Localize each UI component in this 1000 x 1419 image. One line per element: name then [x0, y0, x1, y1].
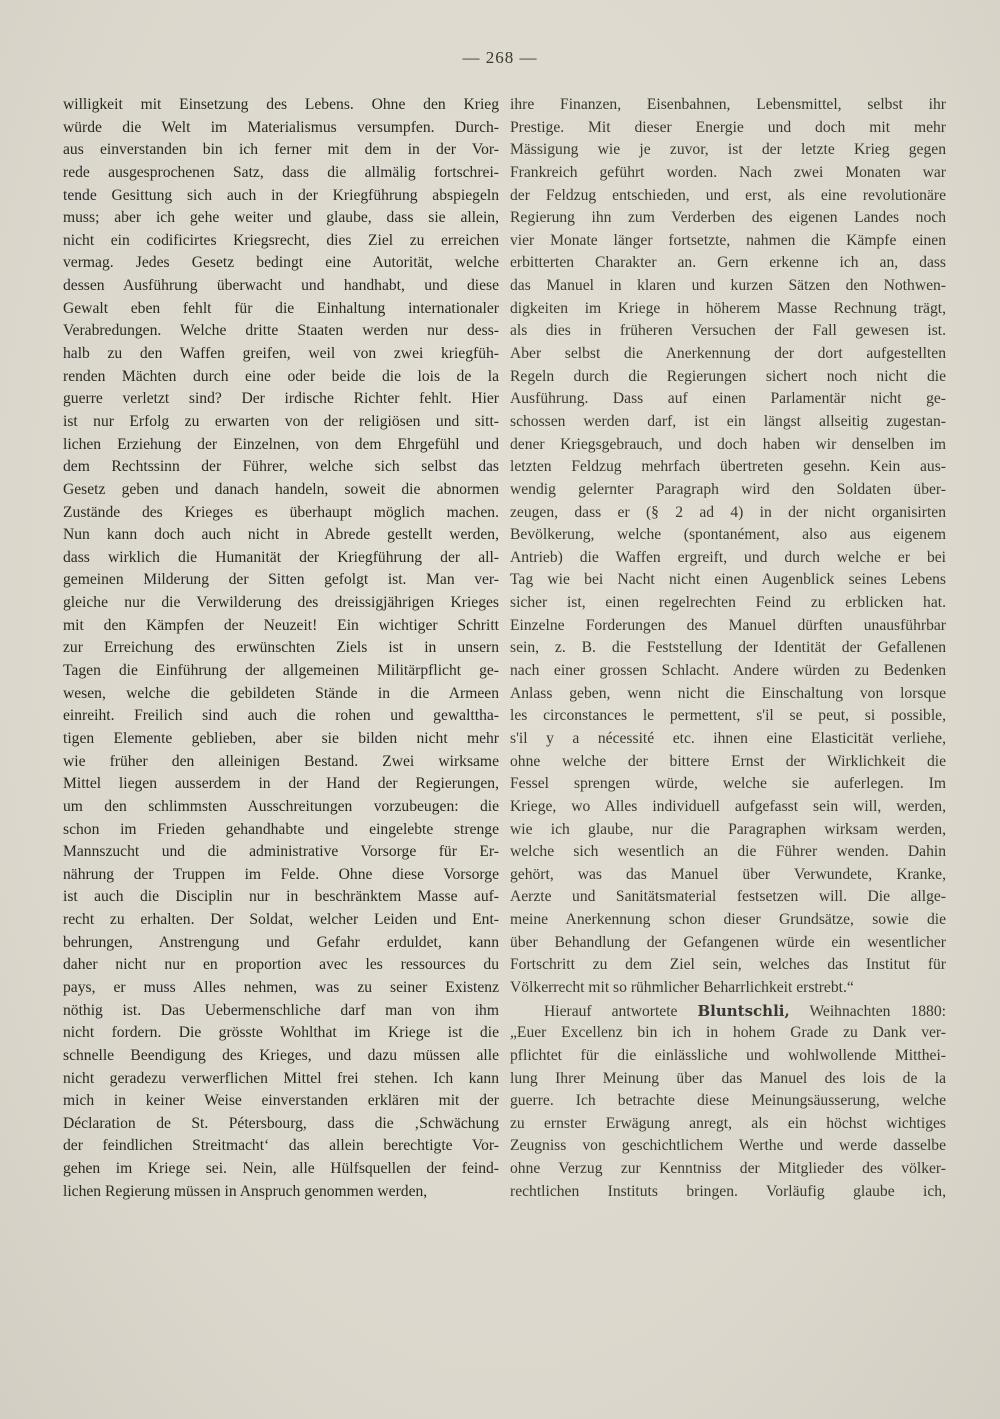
text-line: dessen Ausführung überwacht und handhabt, und diese: [63, 277, 499, 295]
text-line: Verabredungen. Welche dritte Staaten werden nur dess-: [63, 322, 499, 340]
text-line: sein, z. B. die Feststellung der Identität der Gefallenen: [510, 639, 946, 657]
text-line: nicht geradezu verwerflichen Mittel frei stehen. Ich kann: [63, 1069, 499, 1087]
text-line: lichen Erziehung der Einzelnen, von dem Ehrgefühl und: [63, 435, 499, 453]
text-line: muss; aber ich gehe weiter und glaube, dass sie allein,: [63, 209, 499, 227]
text-line: renden Mächten durch eine oder beide die lois de la: [63, 367, 499, 385]
text-line: Bevölkerung, welche (spontanément, also aus eigenem: [510, 526, 946, 544]
text-line: sicher ist, einen regelrechten Feind zu erblicken hat.: [510, 594, 946, 612]
text-line: mich in keiner Weise einverstanden erklären mit der: [63, 1092, 499, 1110]
text-line: nöthig ist. Das Uebermenschliche darf man von ihm: [63, 1001, 499, 1019]
text-line: Frankreich geführt worden. Nach zwei Monaten war: [510, 163, 946, 181]
page-number: — 268 —: [462, 48, 538, 67]
text-line: aus einverstanden bin ich ferner mit dem in der Vor-: [63, 141, 499, 159]
text-line: ohne welche der bittere Ernst der Wirklichkeit die: [510, 752, 946, 770]
text-line: mit den Kämpfen der Neuzeit! Ein wichtiger Schritt: [63, 616, 499, 634]
text-line: wie früher den alleinigen Bestand. Zwei wirksame: [63, 752, 499, 770]
text-line: nicht fordern. Die grösste Wohlthat im Kriege ist die: [63, 1024, 499, 1042]
text-line: recht zu erhalten. Der Soldat, welcher Leiden und Ent-: [63, 911, 499, 929]
text-line: ist auch die Disciplin nur in beschränktem Masse auf-: [63, 888, 499, 906]
text-line: lichen Regierung müssen in Anspruch genommen werden,: [63, 1182, 428, 1200]
text-line: Regierung ihn zum Verderben des eigenen Landes noch: [510, 209, 946, 227]
text-line: dem Rechtssinn der Führer, welche sich selbst das: [63, 458, 499, 476]
text-line: meine Anerkennung schon dieser Grundsätze, sowie die: [510, 911, 946, 929]
text-line: Mässigung wie je zuvor, ist der letzte Krieg gegen: [510, 141, 946, 159]
text-line: das Manuel in klaren und kurzen Sätzen den Nothwen-: [510, 277, 946, 295]
text-line: Nun kann doch auch nicht in Abrede gestellt werden,: [63, 526, 499, 544]
text-line: Aerzte und Sanitätsmaterial festsetzen will. Die allge-: [510, 888, 946, 906]
text-line: schnelle Beendigung des Krieges, und dazu müssen alle: [63, 1046, 499, 1064]
text-line: als dies in früheren Versuchen der Fall gewesen ist.: [510, 322, 946, 340]
text-line: Mannszucht und die administrative Vorsorge für Er-: [63, 843, 499, 861]
text-line: Ausführung. Dass auf einen Parlamentär nicht ge-: [510, 390, 946, 408]
text-line: ihre Finanzen, Eisenbahnen, Lebensmittel, selbst ihr: [510, 96, 946, 113]
text-line: letzten Feldzug mehrfach übertreten gesehn. Kein aus-: [510, 458, 946, 476]
text-line: Fessel sprengen würde, welche sie auferlegen. Im: [510, 775, 946, 793]
reply-intro-name: Bluntschli,: [697, 1001, 790, 1020]
text-line: lung Ihrer Meinung über das Manuel des lois de la: [510, 1069, 946, 1087]
text-line: Kriege, wo Alles individuell aufgefasst sein will, werden,: [510, 797, 946, 815]
text-line: Prestige. Mit dieser Energie und doch mit mehr: [510, 118, 946, 136]
text-line: pflichtet für die einlässliche und wohlwollende Mitthei-: [510, 1046, 946, 1064]
text-line: über Behandlung der Gefangenen würde ein wesentlicher: [510, 933, 946, 951]
text-line: dener Kriegsgebrauch, und doch haben wir denselben im: [510, 435, 946, 453]
text-line: vier Monate länger fortsetzte, nahmen die Kämpfe einen: [510, 231, 946, 249]
right-column: [510, 94, 946, 1203]
text-line: der feindlichen Streitmacht‘ das allein berechtigte Vor-: [63, 1137, 499, 1155]
text-line: Tagen die Einführung der allgemeinen Militärpflicht ge-: [63, 662, 499, 680]
text-line: zu ernster Erwägung anregt, als ein höchst wichtiges: [510, 1114, 946, 1132]
reply-intro-after: Weihnachten 1880:: [789, 1002, 946, 1020]
text-line: willigkeit mit Einsetzung des Lebens. Ohne den Krieg: [63, 96, 499, 113]
text-line: dass wirklich die Humanität der Kriegführung der all-: [63, 548, 499, 566]
left-column: [63, 94, 499, 1203]
text-line: Zeugniss von geschichtlichem Werthe und werde dasselbe: [510, 1137, 946, 1155]
text-line: les circonstances le permettent, s'il se peut, si possible,: [510, 707, 946, 725]
text-line: gleiche nur die Verwilderung des dreissigjährigen Krieges: [63, 594, 499, 612]
text-line: s'il y a nécessité etc. ihnen eine Elasticität verliehe,: [510, 729, 946, 747]
text-line: gehen im Kriege sei. Nein, alle Hülfsquellen der feind-: [63, 1160, 499, 1178]
text-line: Zustände des Krieges es überhaupt möglich machen.: [63, 503, 499, 521]
text-line: zeugen, dass er (§ 2 ad 4) in der nicht organisirten: [510, 503, 946, 521]
text-line: wie ich glaube, nur die Paragraphen wirksam werden,: [510, 820, 946, 838]
text-line: guerre verletzt sind? Der irdische Richter fehlt. Hier: [63, 390, 499, 408]
text-line: erbitterten Charakter an. Gern erkenne ich an, dass: [510, 254, 946, 272]
text-line: Anlass geben, wenn nicht die Einschaltung von lorsque: [510, 684, 946, 702]
text-line: würde die Welt im Materialismus versumpfen. Durch-: [63, 118, 499, 136]
text-line: Aber selbst die Anerkennung der dort aufgestellten: [510, 345, 946, 363]
text-line: nach einer grossen Schlacht. Andere würden zu Bedenken: [510, 662, 946, 680]
text-line: welche sich wesentlich an die Führer wenden. Dahin: [510, 843, 946, 861]
text-line: daher nicht nur en proportion avec les ressources du: [63, 956, 499, 974]
reply-intro-before: Hierauf antwortete: [544, 1002, 698, 1020]
text-line: Gesetz geben und danach handeln, soweit die abnormen: [63, 480, 499, 498]
text-line: Einzelne Forderungen des Manuel dürften unausführbar: [510, 616, 946, 634]
text-line: wesen, welche die gebildeten Stände in die Armeen: [63, 684, 499, 702]
text-line: ist nur Erfolg zu erwarten von der religiösen und sitt-: [63, 412, 499, 430]
text-line: behrungen, Anstrengung und Gefahr erduldet, kann: [63, 933, 499, 951]
text-line: um den schlimmsten Ausschreitungen vorzubeugen: die: [63, 797, 499, 815]
text-line: schon im Frieden gehandhabte und eingelebte strenge: [63, 820, 499, 838]
text-line: pays, er muss Alles nehmen, was zu seiner Existenz: [63, 978, 499, 996]
text-line: einreiht. Freilich sind auch die rohen und gewalttha-: [63, 707, 499, 725]
text-line: Fortschritt zu dem Ziel sein, welches das Institut für: [510, 956, 946, 974]
text-line: vermag. Jedes Gesetz bedingt eine Autorität, welche: [63, 254, 499, 272]
text-line: schossen werden darf, ist ein längst allseitig zugestan-: [510, 412, 946, 430]
text-line: Gewalt eben fehlt für die Einhaltung internationaler: [63, 299, 499, 317]
text-line: wendig gelernter Paragraph wird den Soldaten über-: [510, 480, 946, 498]
text-line: Déclaration de St. Pétersbourg, dass die ‚Schwächung: [63, 1114, 499, 1132]
text-line: Völkerrecht mit so rühmlicher Beharrlichkeit erstrebt.“: [510, 978, 854, 996]
reply-intro-line: [510, 1000, 946, 1023]
text-line: gehört, was das Manuel über Verwundete, Kranke,: [510, 865, 946, 883]
text-line: Regeln durch die Regierungen sichert noch nicht die: [510, 367, 946, 385]
text-line: rechtlichen Instituts bringen. Vorläufig glaube ich,: [510, 1182, 946, 1200]
text-line: Mittel liegen ausserdem in der Hand der Regierungen,: [63, 775, 499, 793]
text-line: der Feldzug entschieden, und erst, als eine revolutionäre: [510, 186, 946, 204]
text-line: Tag wie bei Nacht nicht einen Augenblick seines Lebens: [510, 571, 946, 589]
text-line: zur Erreichung des erwünschten Ziels ist in unsern: [63, 639, 499, 657]
text-line: guerre. Ich betrachte diese Meinungsäusserung, welche: [510, 1092, 946, 1110]
text-line: rede ausgesprochenen Satz, dass die allmälig fortschrei-: [63, 163, 499, 181]
text-line: „Euer Excellenz bin ich in hohem Grade zu Dank ver-: [510, 1024, 946, 1042]
text-line: digkeiten im Kriege in höherem Masse Rechnung trägt,: [510, 299, 946, 317]
text-line: gemeinen Milderung der Sitten gefolgt ist. Man ver-: [63, 571, 499, 589]
text-line: nicht ein codificirtes Kriegsrecht, dies Ziel zu erreichen: [63, 231, 499, 249]
text-line: halb zu den Waffen greifen, weil von zwei kriegfüh-: [63, 345, 499, 363]
text-line: Antrieb) die Waffen ergreift, und durch welche er bei: [510, 548, 946, 566]
text-line: tende Gesittung sich auch in der Kriegführung abspiegeln: [63, 186, 499, 204]
text-line: ohne Verzug zur Kenntniss der Mitglieder des völker-: [510, 1160, 946, 1178]
text-line: nährung der Truppen im Felde. Ohne diese Vorsorge: [63, 865, 499, 883]
text-line: tigen Elemente geblieben, aber sie bilden nicht mehr: [63, 729, 499, 747]
